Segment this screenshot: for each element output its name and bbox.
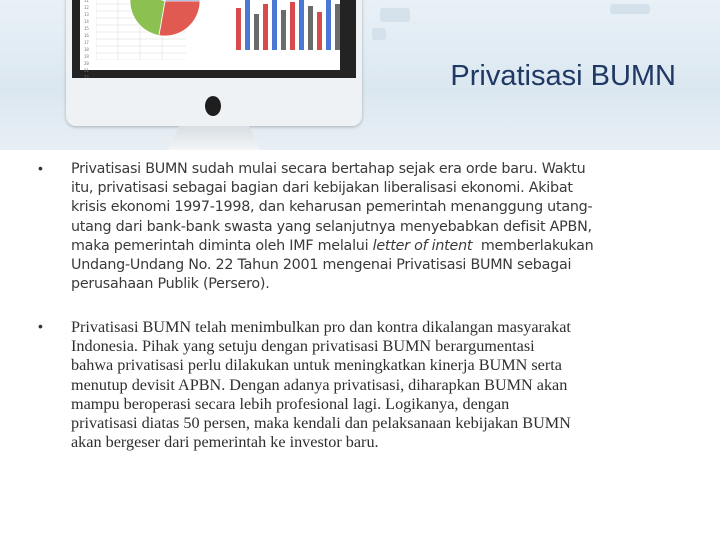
text-line: menutup devisit APBN. Dengan adanya privatisasi, diharapkan BUMN akan [71,375,568,394]
row-number: 20 [84,61,89,66]
row-number: 18 [84,47,89,52]
text-line: Privatisasi BUMN telah menimbulkan pro dan kontra dikalangan masyarakat [71,318,571,336]
page-title: Privatisasi BUMN [450,60,676,92]
row-number: 19 [84,54,89,59]
text-line: perusahaan Publik (Persero). [71,276,270,293]
text-segment: maka pemerintah diminta oleh IMF melalui [71,237,373,254]
text-line: privatisasi diatas 50 persen, maka kendali dan pelaksanaan kebijakan BUMN [71,414,571,433]
text-segment: memberlakukan [472,237,594,254]
text-line [71,237,683,256]
bullet-text [71,160,683,294]
bullet-icon: • [38,160,43,176]
text-line: Undang-Undang No. 22 Tahun 2001 mengenai Privatisasi BUMN sebagai [71,257,572,274]
row-number: 11 [84,0,89,3]
text-line: itu, privatisasi sebagai bagian dari kebijakan liberalisasi ekonomi. Akibat [71,180,573,197]
row-number: 12 [84,5,89,10]
text-line: krisis ekonomi 1997-1998, dan keharusan pemerintah menanggung utang- [71,199,593,216]
row-number: 22 [84,75,89,78]
text-line: mampu beroperasi secara lebih profesional lagi. Logikanya, dengan [71,394,510,413]
text-line: akan bergeser dari pemerintah ke investor baru. [71,433,379,452]
row-number: 21 [84,68,89,73]
row-number: 17 [84,40,89,45]
bullet-icon: • [38,318,43,334]
italic-phrase: letter of intent [372,237,473,254]
bullet-text [71,318,683,452]
row-number: 15 [84,26,89,31]
text-line: bahwa privatisasi perlu dilakukan untuk meningkatkan kinerja BUMN serta [71,356,562,375]
text-line: Privatisasi BUMN sudah mulai secara bertahap sejak era orde baru. Waktu [71,161,586,177]
row-number: 14 [84,19,89,24]
text-line: Indonesia. Pihak yang setuju dengan privatisasi BUMN berargumentasi [71,337,535,356]
row-number: 16 [84,33,89,38]
row-number: 13 [84,12,89,17]
text-line: utang dari bank-bank swasta yang selanjutnya menyebabkan defisit APBN, [71,218,592,235]
